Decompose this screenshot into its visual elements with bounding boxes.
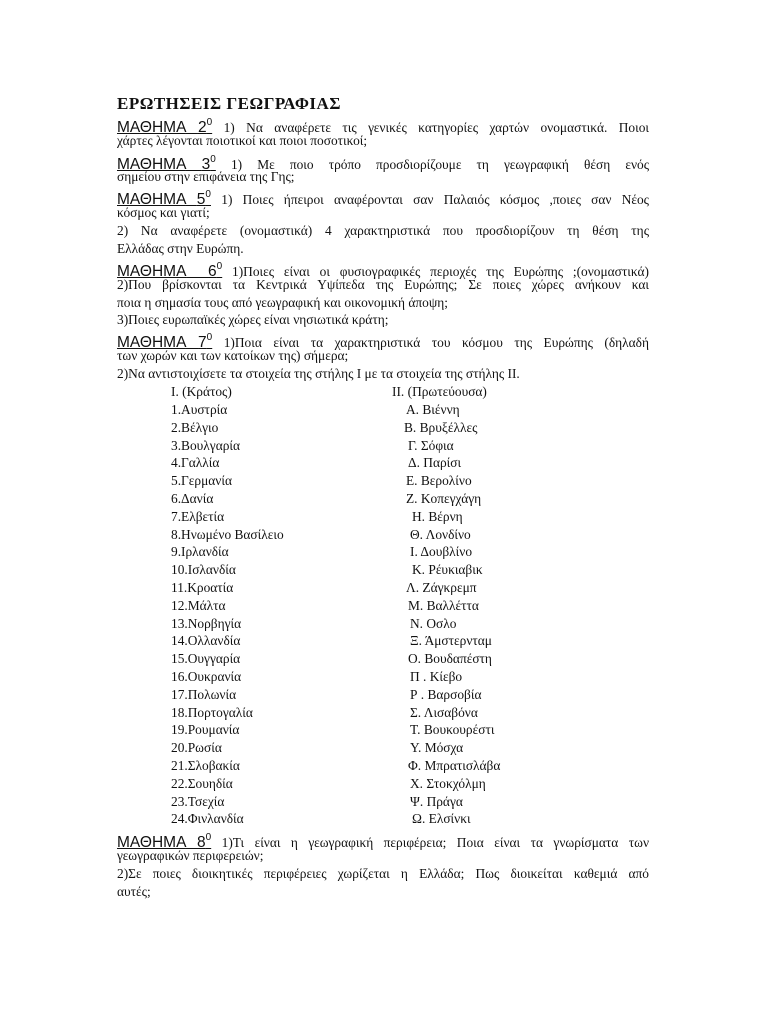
lesson-5-question-1: 1) Ποιες ήπειροι αναφέρονται σαν Παλαιός κόσμος ,ποιες σαν Νέος (221, 192, 649, 207)
state-item: 6.Δανία (171, 491, 214, 506)
state-item: 24.Φινλανδία (171, 811, 244, 827)
capital-item: Α. Βιέννη (406, 402, 460, 417)
capital-item: Σ. Λισαβόνα (410, 704, 478, 720)
capital-item: Κ. Ρέυκιαβικ (412, 562, 483, 578)
state-item: 12.Μάλτα (171, 597, 226, 613)
state-item: 16.Ουκρανία (171, 669, 242, 684)
capital-item: Ο. Βουδαπέστη (408, 651, 492, 667)
state-item: 17.Πολωνία (171, 686, 237, 702)
lesson-7-heading: ΜΑΘΗΜΑ $7^0$ (117, 332, 213, 351)
state-item: 2.Βέλγιο (171, 419, 219, 435)
state-item: 11.Κροατία (171, 580, 234, 595)
state-item: 22.Σουηδία (171, 775, 233, 791)
lesson-6-line-3: ποια η σημασία τους από γεωγραφική και οικονομική άποψη; (117, 295, 448, 310)
states-column-header: Ι. (Κράτος) (171, 384, 232, 399)
lesson-8-question-1: 1)Τι είναι η γεωγραφική περιφέρεια; Ποια είναι τα γνωρίσματα των (221, 835, 650, 850)
capital-item: Ζ. Κοπεγχάγη (406, 491, 482, 506)
lesson-2-heading: ΜΑΘΗΜΑ $2^0$ (117, 117, 213, 136)
lesson-8-line-3: 2)Σε ποιες διοικητικές περιφέρειες χωρίζεται η Ελλάδα; Πως διοικείται καθεμιά από (117, 866, 649, 881)
state-item: 20.Ρωσία (171, 740, 222, 756)
capital-item: Θ. Λονδίνο (410, 526, 471, 542)
lesson-2-question-1: 1) Να αναφέρετε τις γενικές κατηγορίες χαρτών ονομαστικά. Ποιοι (223, 120, 649, 135)
capital-item: Ξ. Άμστερνταμ (410, 633, 492, 649)
lesson-5-heading: ΜΑΘΗΜΑ $5^0$ (117, 189, 211, 208)
state-item: 7.Ελβετία (171, 508, 225, 524)
capital-item: Τ. Βουκουρέστι (410, 722, 495, 738)
state-item: 14.Ολλανδία (171, 633, 241, 649)
lesson-3-line-2: σημείου στην επιφάνεια της Γης; (117, 169, 295, 184)
lesson-3-question-1: 1) Με ποιο τρόπο προσδιορίζουμε τη γεωγραφική θέση ενός (230, 157, 649, 172)
lesson-6-line-4: 3)Ποιες ευρωπαϊκές χώρες είναι νησιωτικά κράτη; (117, 312, 389, 327)
state-item: 9.Ιρλανδία (171, 544, 229, 560)
lesson-5-line-4: Ελλάδας στην Ευρώπη. (117, 241, 244, 256)
state-item: 5.Γερμανία (171, 473, 232, 489)
lesson-5-line-3: 2) Να αναφέρετε (ονομαστικά) 4 χαρακτηριστικά που προσδιορίζουν τη θέση της (117, 223, 649, 238)
capital-item: Ψ. Πράγα (410, 793, 463, 809)
lesson-6-question-1: 1)Ποιες είναι οι φυσιογραφικές περιοχές της Ευρώπης ;(ονομαστικά) (232, 264, 649, 279)
document-title: ΕΡΩΤΗΣΕΙΣ ΓΕΩΓΡΑΦΙΑΣ (117, 94, 341, 113)
capital-item: Β. Βρυξέλλες (404, 419, 478, 435)
state-item: 18.Πορτογαλία (171, 704, 253, 720)
capital-item: Ρ . Βαρσοβία (410, 686, 482, 702)
lesson-7-line-2: των χωρών και των κατοίκων της) σήμερα; (117, 348, 349, 363)
lesson-5-line-2: κόσμος και γιατί; (117, 205, 210, 220)
capital-item: Ι. Δουβλίνο (410, 544, 473, 560)
capital-item: Λ. Ζάγκρεμπ (406, 580, 477, 595)
state-item: 4.Γαλλία (171, 455, 220, 471)
state-item: 10.Ισλανδία (171, 562, 236, 578)
lesson-6-heading: ΜΑΘΗΜΑ $6^0$ (117, 261, 223, 280)
capital-item: Μ. Βαλλέττα (408, 597, 479, 613)
capital-item: Η. Βέρνη (412, 508, 463, 524)
state-item: 3.Βουλγαρία (171, 437, 241, 453)
capital-item: Δ. Παρίσι (408, 455, 462, 471)
capital-item: Ε. Βερολίνο (406, 473, 472, 489)
lesson-7-line-3: 2)Να αντιστοιχίσετε τα στοιχεία της στήλης Ι με τα στοιχεία της στήλης ΙΙ. (117, 366, 520, 381)
capital-item: Γ. Σόφια (408, 437, 454, 453)
capitals-column-header: ΙΙ. (Πρωτεύουσα) (392, 384, 487, 399)
state-item: 21.Σλοβακία (171, 758, 240, 773)
capital-item: Χ. Στοκχόλμη (410, 775, 486, 791)
capital-item: Υ. Μόσχα (410, 740, 464, 756)
capital-item: Ν. Οσλο (410, 615, 457, 631)
capital-item: Φ. Μπρατισλάβα (408, 758, 501, 773)
lesson-8-heading: ΜΑΘΗΜΑ $8^0$ (117, 832, 212, 851)
state-item: 8.Ηνωμένο Βασίλειο (171, 526, 284, 542)
lesson-6-line-2: 2)Που βρίσκονται τα Κεντρικά Υψίπεδα της Ευρώπης; Σε ποιες χώρες ανήκουν και (117, 277, 649, 292)
state-item: 1.Αυστρία (171, 402, 228, 417)
lesson-3-heading: ΜΑΘΗΜΑ $3^0$ (117, 154, 216, 173)
lesson-8-line-4: αυτές; (117, 884, 151, 899)
lesson-2-line-2: χάρτες λέγονται ποιοτικοί και ποιοι ποσοτικοί; (117, 133, 368, 148)
capital-item: Ω. Ελσίνκι (412, 811, 471, 827)
lesson-8-line-2: γεωγραφικών περιφερειών; (117, 848, 264, 863)
state-item: 13.Νορβηγία (171, 615, 242, 631)
lesson-7-question-1: 1)Ποια είναι τα χαρακτηριστικά του κόσμου της Ευρώπης (δηλαδή (223, 335, 649, 350)
state-item: 19.Ρουμανία (171, 722, 240, 738)
capital-item: Π . Κίεβο (410, 669, 463, 684)
state-item: 15.Ουγγαρία (171, 651, 241, 667)
state-item: 23.Τσεχία (171, 793, 225, 809)
